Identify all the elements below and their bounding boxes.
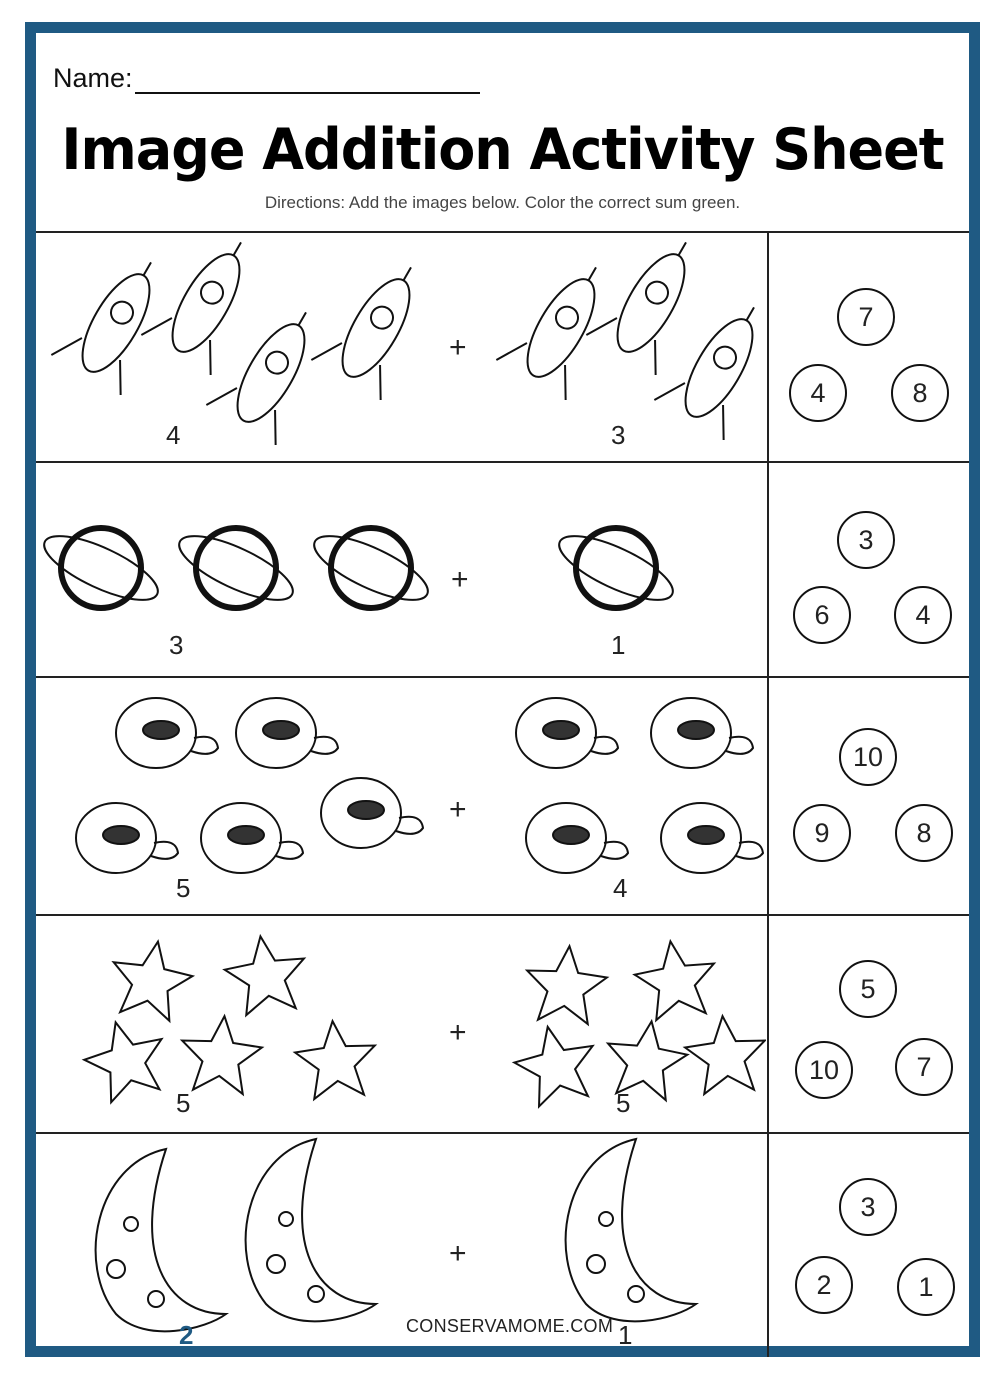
- moon-icon: [61, 1134, 391, 1357]
- name-label: Name:: [53, 63, 133, 93]
- name-blank-line[interactable]: [135, 68, 480, 94]
- rocket-icon: [491, 233, 761, 461]
- answer-choices-4: [769, 916, 969, 1132]
- plus-sign: +: [449, 1237, 467, 1270]
- answer-choices-1: [769, 233, 969, 461]
- name-field[interactable]: [53, 63, 480, 94]
- right-count: 1: [611, 630, 626, 660]
- answer-choices-5: [769, 1134, 969, 1357]
- right-count: 3: [611, 420, 626, 450]
- answer-circle[interactable]: 3: [839, 1178, 897, 1236]
- plus-sign: +: [449, 793, 467, 826]
- problem-row-3: [36, 678, 767, 914]
- alien-group-left: [46, 678, 446, 914]
- right-count: 4: [613, 873, 628, 903]
- plus-sign: +: [451, 563, 469, 596]
- problem-row-2: [36, 463, 767, 676]
- rocket-group-right: [491, 233, 761, 461]
- answer-circle[interactable]: 8: [895, 804, 953, 862]
- problem-row-4: [36, 916, 767, 1132]
- problem-row-5: [36, 1134, 767, 1357]
- rocket-group-left: [46, 233, 446, 461]
- answer-circle[interactable]: 8: [891, 364, 949, 422]
- planet-icon: [41, 463, 441, 676]
- answer-circle[interactable]: 5: [839, 960, 897, 1018]
- left-count: 2: [179, 1320, 194, 1350]
- problem-row-1: [36, 233, 767, 461]
- answer-circle[interactable]: 10: [795, 1041, 853, 1099]
- answer-circle[interactable]: 3: [837, 511, 895, 569]
- left-count: 5: [176, 873, 191, 903]
- star-group-left: [71, 916, 451, 1132]
- rocket-icon: [46, 233, 446, 461]
- answer-circle[interactable]: 7: [837, 288, 895, 346]
- page-title: Image Addition Activity Sheet: [61, 116, 944, 183]
- answer-choices-2: [769, 463, 969, 676]
- answer-circle[interactable]: 1: [897, 1258, 955, 1316]
- right-count: 5: [616, 1088, 631, 1118]
- star-icon: [71, 916, 451, 1132]
- directions-text: Directions: Add the images below. Color the correct sum green.: [264, 193, 741, 212]
- answer-choices-3: [769, 678, 969, 914]
- alien-icon: [46, 678, 446, 914]
- plus-sign: +: [449, 1016, 467, 1049]
- answer-circle[interactable]: 2: [795, 1256, 853, 1314]
- answer-circle[interactable]: 10: [839, 728, 897, 786]
- worksheet-frame: [25, 22, 980, 1357]
- left-count: 3: [169, 630, 184, 660]
- right-count: 1: [618, 1320, 633, 1350]
- answer-circle[interactable]: 6: [793, 586, 851, 644]
- left-count: 5: [176, 1088, 191, 1118]
- left-count: 4: [166, 420, 181, 450]
- answer-circle[interactable]: 7: [895, 1038, 953, 1096]
- moon-group-left: [61, 1134, 391, 1357]
- answer-circle[interactable]: 4: [894, 586, 952, 644]
- problem-grid: [36, 231, 969, 1357]
- answer-circle[interactable]: 4: [789, 364, 847, 422]
- website-credit: CONSERVAMOME.COM: [406, 1316, 614, 1336]
- plus-sign: +: [449, 331, 467, 364]
- planet-group-left: [41, 463, 441, 676]
- answer-circle[interactable]: 9: [793, 804, 851, 862]
